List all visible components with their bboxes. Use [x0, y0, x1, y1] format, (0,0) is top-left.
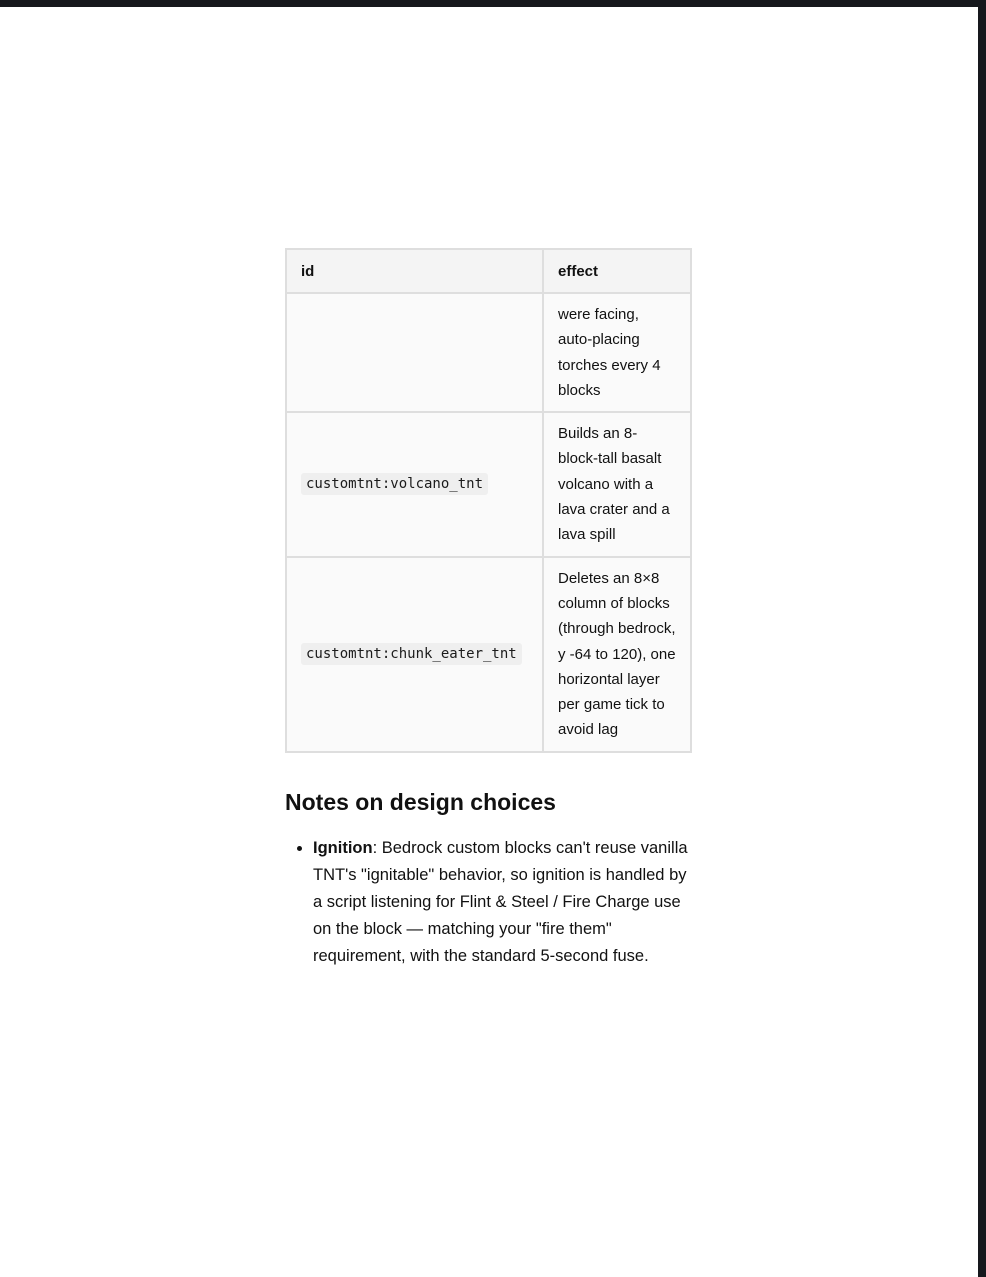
- window-right-edge: [978, 0, 986, 1277]
- table-row: [286, 293, 691, 412]
- block-id-code: customtnt:chunk_eater_tnt: [301, 643, 522, 665]
- effect-cell: Deletes an 8×8 column of blocks (through bedrock, y -64 to 120), one horizontal layer per game tick to avoid lag: [543, 557, 691, 752]
- effect-cell: Builds an 8-block-tall basalt volcano with a lava crater and a lava spill: [543, 412, 691, 556]
- table-row: [286, 412, 691, 556]
- tnt-effects-table: [285, 248, 692, 753]
- id-cell: [286, 557, 543, 752]
- table-row: [286, 557, 691, 752]
- notes-heading: Notes on design choices: [285, 788, 556, 815]
- effect-cell: were facing, auto-placing torches every 4 blocks: [543, 293, 691, 412]
- notes-list: [285, 835, 690, 970]
- table-header-row: [286, 249, 691, 293]
- window-top-edge: [0, 0, 986, 7]
- block-id-code: customtnt:volcano_tnt: [301, 473, 488, 495]
- effect-column-header: effect: [543, 249, 691, 293]
- note-term: Ignition: [313, 838, 373, 857]
- id-cell: [286, 293, 543, 412]
- note-text: : Bedrock custom blocks can't reuse vanilla TNT's "ignitable" behavior, so ignition is handled by a script listening for Flint & Steel / Fire Charge use on the block — matching your "fire them" requirement, with the standard 5-second fuse.: [313, 838, 688, 965]
- list-item: [313, 835, 690, 970]
- id-cell: [286, 412, 543, 556]
- id-column-header: id: [286, 249, 543, 293]
- document-content: [285, 248, 690, 970]
